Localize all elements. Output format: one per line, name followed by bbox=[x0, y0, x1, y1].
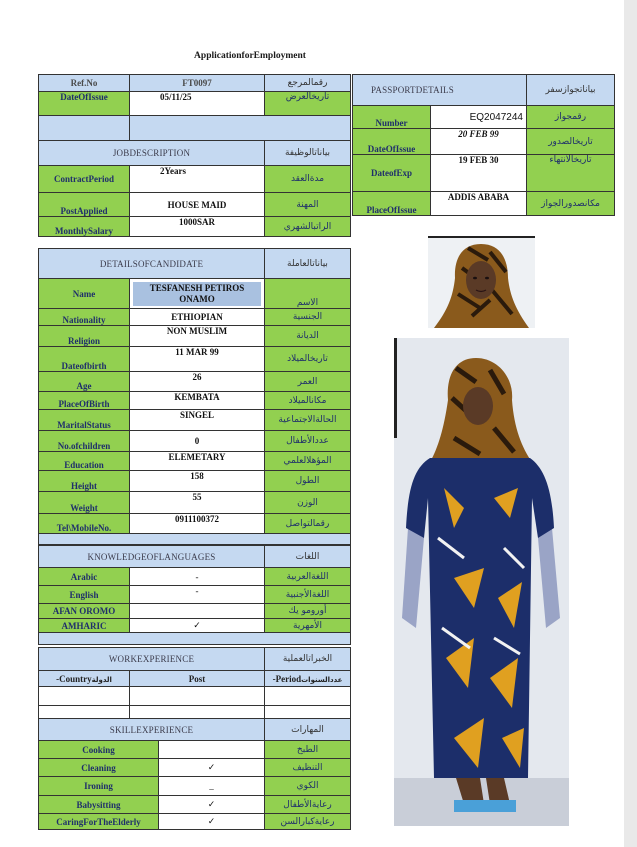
arabic-value: - bbox=[130, 568, 265, 586]
religion-label: Religion bbox=[39, 326, 130, 347]
passport-place-value: ADDIS ABABA bbox=[431, 192, 527, 216]
candidate-section-title: DETAILSOFCANDIDATE bbox=[39, 249, 265, 279]
passport-place-ar: مكانصدورالجواز bbox=[527, 192, 615, 216]
pob-ar: مكانالميلاد bbox=[265, 392, 351, 410]
period-col-label: -Period bbox=[272, 673, 302, 684]
passport-number-value: EQ2047244 bbox=[431, 106, 527, 129]
ironing-label: Ironing bbox=[39, 777, 159, 796]
elderly-value: ✓ bbox=[159, 814, 265, 830]
age-ar: العمر bbox=[265, 372, 351, 392]
oromo-value bbox=[130, 604, 265, 619]
babysitting-label: Babysitting bbox=[39, 796, 159, 814]
blank-cell bbox=[39, 633, 351, 645]
passport-number-ar: رقمجواز bbox=[527, 106, 615, 129]
contract-value: 2Years bbox=[130, 166, 265, 193]
name-label: Name bbox=[39, 279, 130, 309]
amharic-label: AMHARIC bbox=[39, 619, 130, 633]
passport-exp-value: 19 FEB 30 bbox=[431, 155, 527, 192]
passport-issue-ar: تاريخالصدور bbox=[527, 129, 615, 155]
weight-label: Weight bbox=[39, 492, 130, 514]
children-label: No.ofchildren bbox=[39, 431, 130, 452]
languages-section-title: KNOWLEDGEOFLANGUAGES bbox=[39, 546, 265, 568]
cooking-value bbox=[159, 741, 265, 759]
dob-label: Dateofbirth bbox=[39, 347, 130, 372]
weight-ar: الوزن bbox=[265, 492, 351, 514]
blank-cell bbox=[130, 116, 351, 141]
marital-label: MaritalStatus bbox=[39, 410, 130, 431]
country-col bbox=[39, 671, 130, 687]
name-value: TESFANESH PETIROS ONAMO bbox=[133, 282, 261, 306]
skills-table bbox=[38, 718, 351, 830]
ironing-value: _ bbox=[159, 777, 265, 796]
salary-value: 1000SAR bbox=[130, 217, 265, 237]
passport-exp-ar: تاريخالانتهاء bbox=[527, 155, 615, 192]
passport-number-label: Number bbox=[353, 106, 431, 129]
marital-value: SINGEL bbox=[130, 410, 265, 431]
nationality-label: Nationality bbox=[39, 309, 130, 326]
post-ar: المهنة bbox=[265, 193, 351, 217]
education-ar: المؤهلالعلمي bbox=[265, 452, 351, 471]
ref-ar: رقمالمرجع bbox=[265, 75, 351, 92]
pob-label: PlaceOfBirth bbox=[39, 392, 130, 410]
passport-exp-label: DateofExp bbox=[353, 155, 431, 192]
cleaning-label: Cleaning bbox=[39, 759, 159, 777]
arabic-ar: اللغةالعربية bbox=[265, 568, 351, 586]
tel-label: Tel\MobileNo. bbox=[39, 514, 130, 534]
contract-ar: مدةالعقد bbox=[265, 166, 351, 193]
education-label: Education bbox=[39, 452, 130, 471]
religion-ar: الديانة bbox=[265, 326, 351, 347]
full-body-photo bbox=[394, 338, 569, 826]
languages-section-ar: اللغات bbox=[265, 546, 351, 568]
cooking-ar: الطبخ bbox=[265, 741, 351, 759]
height-value: 158 bbox=[130, 471, 265, 492]
work-cell bbox=[130, 687, 265, 706]
salary-ar: الراتبالشهري bbox=[265, 217, 351, 237]
education-value: ELEMETARY bbox=[130, 452, 265, 471]
post-label: PostApplied bbox=[39, 193, 130, 217]
marital-ar: الحالةالاجتماعية bbox=[265, 410, 351, 431]
work-section-ar: الخبراتالعملية bbox=[265, 648, 351, 671]
tel-value: 0911100372 bbox=[130, 514, 265, 534]
passport-place-label: PlaceOfIssue bbox=[353, 192, 431, 216]
work-cell bbox=[39, 706, 130, 719]
babysitting-value: ✓ bbox=[159, 796, 265, 814]
pob-value: KEMBATA bbox=[130, 392, 265, 410]
passport-issue-value: 20 FEB 99 bbox=[431, 129, 527, 155]
elderly-label: CaringForTheElderly bbox=[39, 814, 159, 830]
height-label: Height bbox=[39, 471, 130, 492]
cooking-label: Cooking bbox=[39, 741, 159, 759]
work-cell bbox=[265, 687, 351, 706]
elderly-ar: رعايةكبارالسن bbox=[265, 814, 351, 830]
nationality-value: ETHIOPIAN bbox=[130, 309, 265, 326]
blank-cell bbox=[39, 534, 351, 545]
english-label: English bbox=[39, 586, 130, 604]
passport-section-ar: بياناتجوازسفر bbox=[527, 75, 615, 106]
full-body-figure bbox=[394, 338, 569, 826]
children-value: 0 bbox=[130, 431, 265, 452]
salary-label: MonthlySalary bbox=[39, 217, 130, 237]
country-col-ar: الدولة bbox=[91, 675, 112, 684]
english-value: - bbox=[130, 586, 265, 604]
weight-value: 55 bbox=[130, 492, 265, 514]
english-ar: اللغةالأجنبية bbox=[265, 586, 351, 604]
post-col: Post bbox=[130, 671, 265, 687]
country-col-label: -Country bbox=[56, 673, 92, 684]
amharic-value: ✓ bbox=[130, 619, 265, 633]
nationality-ar: الجنسية bbox=[265, 309, 351, 326]
headshot-figure bbox=[428, 238, 535, 328]
blank-cell bbox=[39, 116, 130, 141]
job-section-ar: بياناتالوظيفة bbox=[265, 141, 351, 166]
children-ar: عددالأطفال bbox=[265, 431, 351, 452]
issue-value: 05/11/25 bbox=[130, 92, 265, 116]
header-table bbox=[38, 74, 351, 237]
work-section-title: WORKEXPERIENCE bbox=[39, 648, 265, 671]
ref-value: FT0097 bbox=[130, 75, 265, 92]
ref-label: Ref.No bbox=[39, 75, 130, 92]
cleaning-value: ✓ bbox=[159, 759, 265, 777]
work-cell bbox=[265, 706, 351, 719]
candidate-section-ar: بياناتالعاملة bbox=[265, 249, 351, 279]
issue-ar: تاريخالعرض bbox=[265, 92, 351, 116]
skills-section-title: SKILLEXPERIENCE bbox=[39, 719, 265, 741]
period-col-ar: عددالسنوات bbox=[301, 675, 343, 684]
tel-ar: رقمالتواصل bbox=[265, 514, 351, 534]
headshot-photo bbox=[428, 236, 535, 328]
oromo-ar: أورومو يك bbox=[265, 604, 351, 619]
work-table bbox=[38, 647, 351, 719]
issue-label: DateOfIssue bbox=[39, 92, 130, 116]
height-ar: الطول bbox=[265, 471, 351, 492]
age-value: 26 bbox=[130, 372, 265, 392]
form-title: ApplicationforEmployment bbox=[194, 51, 306, 61]
work-cell bbox=[39, 687, 130, 706]
contract-label: ContractPeriod bbox=[39, 166, 130, 193]
amharic-ar: الأمهرية bbox=[265, 619, 351, 633]
oromo-label: AFAN OROMO bbox=[39, 604, 130, 619]
passport-section-title: PASSPORTDETAILS bbox=[353, 75, 527, 106]
religion-value: NON MUSLIM bbox=[130, 326, 265, 347]
passport-issue-label: DateOfIssue bbox=[353, 129, 431, 155]
ironing-ar: الكوي bbox=[265, 777, 351, 796]
babysitting-ar: رعايةالأطفال bbox=[265, 796, 351, 814]
cleaning-ar: التنظيف bbox=[265, 759, 351, 777]
post-value: HOUSE MAID bbox=[130, 193, 265, 217]
page-edge bbox=[624, 0, 637, 847]
skills-section-ar: المهارات bbox=[265, 719, 351, 741]
age-label: Age bbox=[39, 372, 130, 392]
job-section-title: JOBDESCRIPTION bbox=[39, 141, 265, 166]
period-col bbox=[265, 671, 351, 687]
dob-value: 11 MAR 99 bbox=[130, 347, 265, 372]
dob-ar: تاريخالميلاد bbox=[265, 347, 351, 372]
candidate-table bbox=[38, 248, 351, 545]
languages-table bbox=[38, 545, 351, 645]
arabic-label: Arabic bbox=[39, 568, 130, 586]
passport-table bbox=[352, 74, 615, 216]
work-cell bbox=[130, 706, 265, 719]
name-ar: الاسم bbox=[265, 279, 351, 309]
